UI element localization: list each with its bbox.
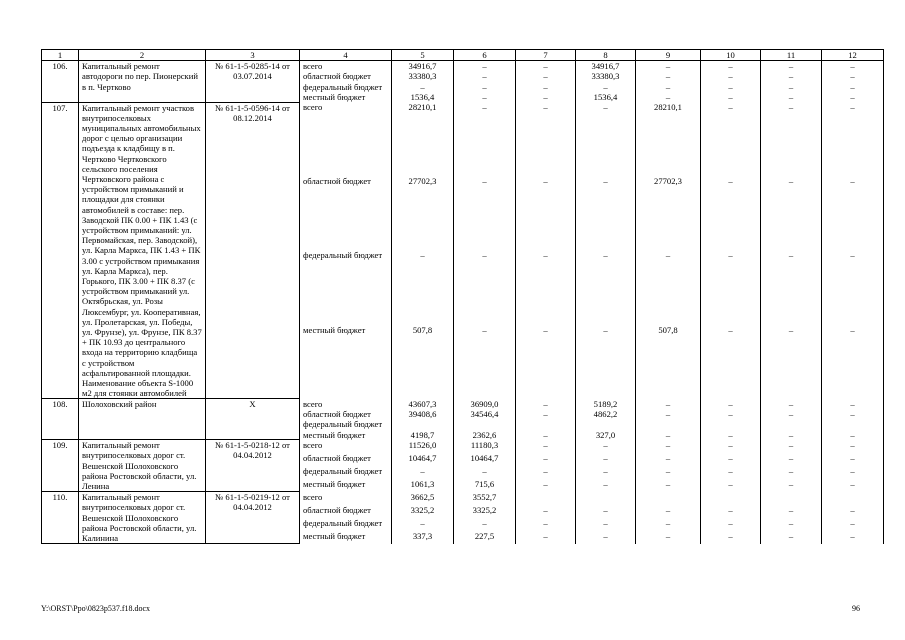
amount-cell: –: [761, 102, 822, 176]
amount-cell: 28210,1: [392, 102, 454, 176]
amount-cell: –: [516, 518, 576, 531]
amount-cell: 3325,2: [454, 505, 516, 518]
amount-cell: –: [701, 479, 761, 492]
amount-cell: 34546,4: [454, 409, 516, 419]
amount-cell: [516, 492, 576, 505]
amount-cell: –: [516, 82, 576, 92]
row-number: 109.: [42, 440, 79, 492]
amount-cell: 36909,0: [454, 399, 516, 409]
amount-cell: –: [454, 325, 516, 399]
amount-cell: –: [761, 92, 822, 102]
table-row: [42, 61, 884, 72]
amount-cell: –: [636, 466, 701, 479]
table-row: [42, 399, 884, 409]
budget-table-sheet: [41, 49, 884, 544]
amount-cell: –: [761, 505, 822, 518]
amount-cell: 10464,7: [392, 453, 454, 466]
amount-cell: –: [701, 82, 761, 92]
amount-cell: –: [516, 61, 576, 72]
amount-cell: –: [822, 92, 884, 102]
amount-cell: –: [701, 466, 761, 479]
amount-cell: –: [516, 409, 576, 419]
amount-cell: –: [761, 430, 822, 440]
amount-cell: –: [636, 518, 701, 531]
column-number-2: 2: [79, 50, 206, 61]
amount-cell: –: [822, 102, 884, 176]
amount-cell: –: [516, 440, 576, 453]
amount-cell: [822, 492, 884, 505]
funding-source-label: всего: [300, 399, 392, 409]
amount-cell: –: [516, 466, 576, 479]
amount-cell: –: [822, 430, 884, 440]
funding-source-label: областной бюджет: [300, 176, 392, 250]
funding-source-label: всего: [300, 440, 392, 453]
column-number-5: 5: [392, 50, 454, 61]
amount-cell: –: [701, 518, 761, 531]
amount-cell: [761, 492, 822, 505]
amount-cell: –: [454, 92, 516, 102]
column-number-3: 3: [206, 50, 300, 61]
object-name: Капитальный ремонт внутрипоселковых дорог ст. Вешенской Шолоховского района Ростовской области, ул. Ленина: [79, 440, 206, 492]
funding-source-label: местный бюджет: [300, 430, 392, 440]
column-number-8: 8: [576, 50, 636, 61]
funding-source-label: областной бюджет: [300, 409, 392, 419]
amount-cell: –: [822, 518, 884, 531]
amount-cell: –: [576, 176, 636, 250]
amount-cell: –: [701, 430, 761, 440]
amount-cell: 39408,6: [392, 409, 454, 419]
amount-cell: –: [516, 453, 576, 466]
amount-cell: –: [516, 176, 576, 250]
amount-cell: –: [822, 453, 884, 466]
amount-cell: –: [761, 250, 822, 324]
amount-cell: –: [822, 479, 884, 492]
amount-cell: –: [576, 518, 636, 531]
amount-cell: 3552,7: [454, 492, 516, 505]
expertise-document: № 61-1-5-0218-12 от 04.04.2012: [206, 440, 300, 492]
amount-cell: –: [701, 92, 761, 102]
amount-cell: –: [576, 440, 636, 453]
amount-cell: 34916,7: [392, 61, 454, 72]
amount-cell: –: [454, 250, 516, 324]
amount-cell: –: [701, 250, 761, 324]
funding-source-label: местный бюджет: [300, 92, 392, 102]
column-number-1: 1: [42, 50, 79, 61]
amount-cell: –: [454, 176, 516, 250]
funding-source-label: всего: [300, 492, 392, 505]
column-number-11: 11: [761, 50, 822, 61]
amount-cell: [701, 419, 761, 429]
amount-cell: 507,8: [636, 325, 701, 399]
amount-cell: –: [822, 409, 884, 419]
amount-cell: –: [576, 531, 636, 544]
amount-cell: 1536,4: [576, 92, 636, 102]
amount-cell: –: [822, 61, 884, 72]
amount-cell: 11180,3: [454, 440, 516, 453]
amount-cell: –: [636, 479, 701, 492]
amount-cell: –: [761, 61, 822, 72]
amount-cell: –: [516, 399, 576, 409]
object-name: Капитальный ремонт автодороги по пер. Пионерский в п. Чертково: [79, 61, 206, 102]
amount-cell: 227,5: [454, 531, 516, 544]
amount-cell: –: [516, 71, 576, 81]
amount-cell: –: [822, 399, 884, 409]
amount-cell: –: [392, 82, 454, 92]
funding-source-label: местный бюджет: [300, 325, 392, 399]
column-number-12: 12: [822, 50, 884, 61]
row-number: 110.: [42, 492, 79, 544]
amount-cell: –: [576, 505, 636, 518]
amount-cell: –: [761, 466, 822, 479]
amount-cell: [454, 419, 516, 429]
funding-source-label: всего: [300, 61, 392, 72]
amount-cell: 1536,4: [392, 92, 454, 102]
amount-cell: [516, 419, 576, 429]
amount-cell: –: [516, 250, 576, 324]
amount-cell: –: [636, 250, 701, 324]
amount-cell: –: [576, 325, 636, 399]
amount-cell: –: [392, 518, 454, 531]
amount-cell: –: [701, 176, 761, 250]
amount-cell: [636, 492, 701, 505]
amount-cell: –: [822, 466, 884, 479]
amount-cell: 1061,3: [392, 479, 454, 492]
amount-cell: –: [822, 531, 884, 544]
funding-source-label: местный бюджет: [300, 531, 392, 544]
funding-source-label: федеральный бюджет: [300, 466, 392, 479]
amount-cell: –: [701, 325, 761, 399]
amount-cell: –: [701, 102, 761, 176]
row-number: 107.: [42, 102, 79, 399]
amount-cell: 5189,2: [576, 399, 636, 409]
amount-cell: –: [636, 399, 701, 409]
amount-cell: –: [761, 453, 822, 466]
object-name: Шолоховский район: [79, 399, 206, 440]
amount-cell: 34916,7: [576, 61, 636, 72]
amount-cell: 27702,3: [392, 176, 454, 250]
amount-cell: –: [636, 453, 701, 466]
amount-cell: –: [761, 518, 822, 531]
table-row: [42, 102, 884, 176]
funding-source-label: федеральный бюджет: [300, 419, 392, 429]
amount-cell: –: [636, 409, 701, 419]
footer-file-path: Y:\ORST\Ppo\0823p537.f18.docx: [41, 604, 151, 613]
amount-cell: –: [454, 71, 516, 81]
amount-cell: –: [576, 250, 636, 324]
amount-cell: –: [761, 399, 822, 409]
amount-cell: 27702,3: [636, 176, 701, 250]
amount-cell: –: [516, 102, 576, 176]
amount-cell: –: [701, 440, 761, 453]
column-number-row: [42, 50, 884, 61]
amount-cell: –: [761, 176, 822, 250]
amount-cell: –: [454, 82, 516, 92]
object-name: Капитальный ремонт участков внутрипоселковых муниципальных автомобильных дорог с целью организации подъезда к кладбищу в п. Чертково Чертковского сельского поселения Чертковского района с устройством примыканий и площадки для стоянки автомобилей в составе: пер. Заводской ПК 0.00 + ПК 1.43 (с устройством примыканий: ул. Первомайская, пер. Заводской), ул. Карла Маркса, ПК 1.43 + ПК 3.00 с устройством примыкания ул. Карла Маркса), пер. Горького, ПК 3.00 + ПК 8.37 (с устройством примыканий ул. Октябрьская, ул. Розы Люксембург, ул. Кооперативная, ул. Пролетарская, ул. Победы, ул. Фрунзе), ул. Фрунзе, ПК 8.37 + ПК 10.93 до центрального входа на территорию кладбища с устройством асфальтированной площадки. Наименование объекта S-1000 м2 для стоянки автомобилей: [79, 102, 206, 399]
amount-cell: –: [701, 61, 761, 72]
expertise-document: № 61-1-5-0219-12 от 04.04.2012: [206, 492, 300, 544]
amount-cell: –: [822, 250, 884, 324]
expertise-document: № 61-1-5-0285-14 от 03.07.2014: [206, 61, 300, 102]
amount-cell: –: [701, 505, 761, 518]
amount-cell: –: [576, 102, 636, 176]
amount-cell: –: [636, 82, 701, 92]
amount-cell: –: [392, 250, 454, 324]
amount-cell: –: [636, 505, 701, 518]
amount-cell: 4862,2: [576, 409, 636, 419]
amount-cell: –: [636, 430, 701, 440]
amount-cell: 337,3: [392, 531, 454, 544]
amount-cell: –: [516, 325, 576, 399]
amount-cell: 10464,7: [454, 453, 516, 466]
funding-source-label: областной бюджет: [300, 453, 392, 466]
amount-cell: [761, 419, 822, 429]
amount-cell: 3662,5: [392, 492, 454, 505]
row-number: 108.: [42, 399, 79, 440]
amount-cell: –: [636, 531, 701, 544]
amount-cell: –: [636, 71, 701, 81]
funding-source-label: всего: [300, 102, 392, 176]
amount-cell: –: [516, 479, 576, 492]
amount-cell: –: [454, 61, 516, 72]
column-number-9: 9: [636, 50, 701, 61]
funding-source-label: областной бюджет: [300, 505, 392, 518]
amount-cell: 507,8: [392, 325, 454, 399]
amount-cell: 11526,0: [392, 440, 454, 453]
amount-cell: –: [636, 92, 701, 102]
amount-cell: –: [822, 440, 884, 453]
amount-cell: –: [454, 102, 516, 176]
expertise-document: № 61-1-5-0596-14 от 08.12.2014: [206, 102, 300, 399]
expertise-document: Х: [206, 399, 300, 440]
funding-source-label: местный бюджет: [300, 479, 392, 492]
amount-cell: –: [454, 466, 516, 479]
amount-cell: 33380,3: [576, 71, 636, 81]
funding-source-label: федеральный бюджет: [300, 82, 392, 92]
amount-cell: –: [761, 71, 822, 81]
amount-cell: –: [454, 518, 516, 531]
amount-cell: –: [636, 440, 701, 453]
amount-cell: –: [761, 325, 822, 399]
amount-cell: –: [636, 61, 701, 72]
column-number-4: 4: [300, 50, 392, 61]
funding-source-label: федеральный бюджет: [300, 250, 392, 324]
amount-cell: 2362,6: [454, 430, 516, 440]
amount-cell: [822, 419, 884, 429]
amount-cell: –: [701, 399, 761, 409]
amount-cell: –: [576, 82, 636, 92]
footer-page-number: 96: [852, 604, 860, 613]
amount-cell: –: [576, 453, 636, 466]
amount-cell: –: [392, 466, 454, 479]
object-name: Капитальный ремонт внутрипоселковых дорог ст. Вешенской Шолоховского района Ростовской области, ул. Калинина: [79, 492, 206, 544]
amount-cell: 28210,1: [636, 102, 701, 176]
amount-cell: [576, 492, 636, 505]
amount-cell: –: [761, 440, 822, 453]
table-row: [42, 492, 884, 505]
amount-cell: –: [822, 176, 884, 250]
amount-cell: [701, 492, 761, 505]
amount-cell: 327,0: [576, 430, 636, 440]
table-row: [42, 440, 884, 453]
column-number-6: 6: [454, 50, 516, 61]
column-number-10: 10: [701, 50, 761, 61]
row-number: 106.: [42, 61, 79, 102]
amount-cell: –: [761, 531, 822, 544]
amount-cell: –: [822, 82, 884, 92]
amount-cell: –: [576, 479, 636, 492]
amount-cell: –: [701, 71, 761, 81]
amount-cell: –: [701, 409, 761, 419]
amount-cell: 715,6: [454, 479, 516, 492]
amount-cell: –: [576, 466, 636, 479]
funding-source-label: федеральный бюджет: [300, 518, 392, 531]
amount-cell: [636, 419, 701, 429]
amount-cell: –: [822, 71, 884, 81]
amount-cell: –: [516, 531, 576, 544]
amount-cell: 4198,7: [392, 430, 454, 440]
column-number-7: 7: [516, 50, 576, 61]
budget-table: [41, 49, 884, 544]
amount-cell: [392, 419, 454, 429]
amount-cell: –: [822, 505, 884, 518]
amount-cell: 3325,2: [392, 505, 454, 518]
amount-cell: 33380,3: [392, 71, 454, 81]
amount-cell: –: [516, 92, 576, 102]
amount-cell: –: [761, 82, 822, 92]
amount-cell: –: [701, 453, 761, 466]
amount-cell: –: [701, 531, 761, 544]
amount-cell: –: [822, 325, 884, 399]
amount-cell: –: [761, 409, 822, 419]
amount-cell: –: [516, 505, 576, 518]
amount-cell: –: [761, 479, 822, 492]
amount-cell: –: [516, 430, 576, 440]
funding-source-label: областной бюджет: [300, 71, 392, 81]
amount-cell: [576, 419, 636, 429]
amount-cell: 43607,3: [392, 399, 454, 409]
